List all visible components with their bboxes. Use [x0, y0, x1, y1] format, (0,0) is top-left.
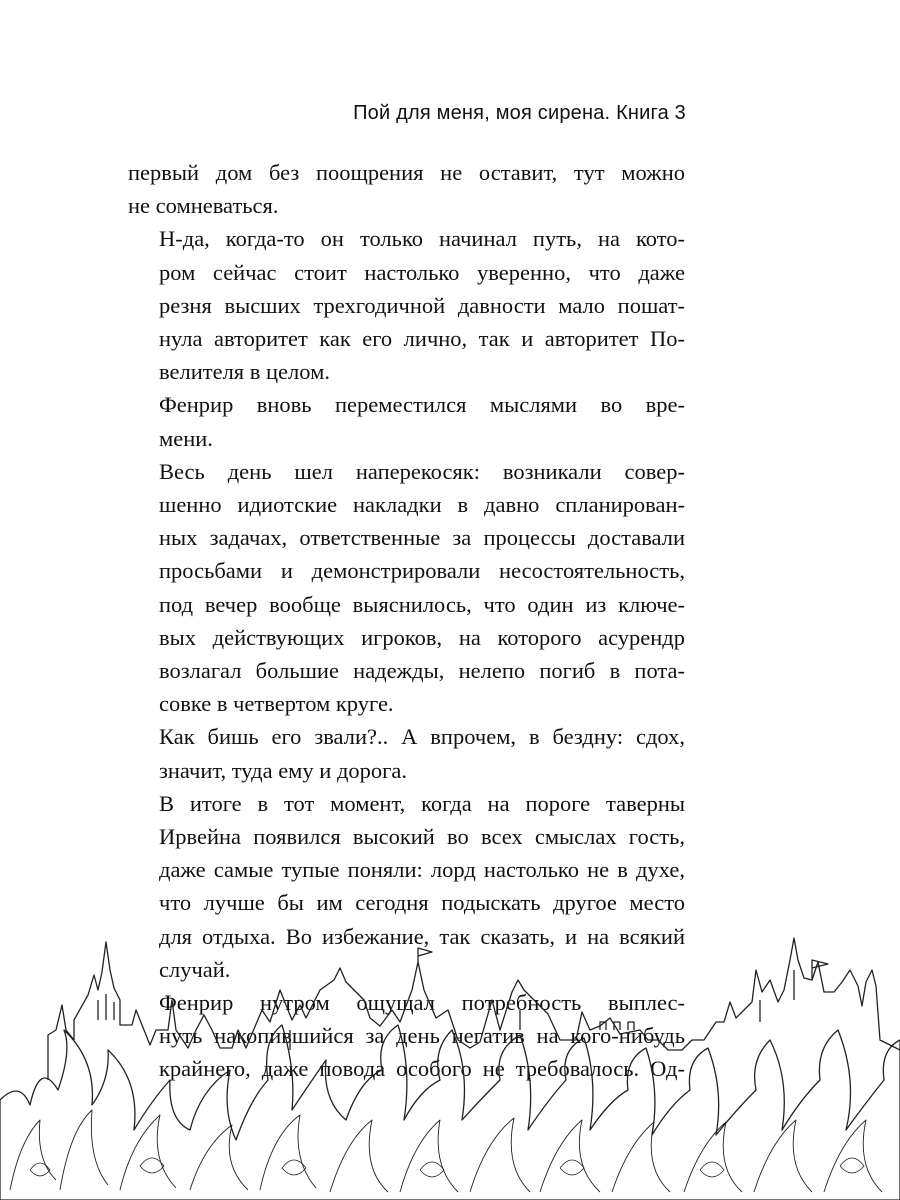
- paragraph: [128, 455, 685, 721]
- text-line: просьбами и демонстрировали несостоятельность,: [159, 558, 685, 584]
- text-line: первый дом без поощрения не оставит, тут можно: [128, 160, 685, 185]
- text-line: вых действующих игроков, на которого асурендр: [159, 624, 685, 650]
- text-line: мени.: [159, 425, 213, 451]
- text-line: Ирвейна появился высокий во всех смыслах гость,: [159, 824, 685, 850]
- paragraph: [128, 720, 685, 786]
- text-line: не сомневаться.: [128, 193, 279, 219]
- text-line: нула авторитет как его лично, так и авторитет По-: [159, 326, 685, 352]
- text-line: что лучше бы им сегодня подыскать другое место: [159, 890, 685, 916]
- paragraph: [128, 156, 685, 222]
- flames: [0, 1025, 900, 1200]
- text-line: даже самые тупые поняли: лорд настолько не в духе,: [159, 857, 685, 883]
- burning-city-illustration: [0, 930, 900, 1200]
- text-line: Фенрир нутром ощущал потребность выплес-: [159, 990, 685, 1016]
- text-line: Как бишь его звали?.. А впрочем, в бездну: сдох,: [159, 724, 685, 750]
- text-line: совке в четвертом круге.: [159, 691, 394, 717]
- text-line: Н-да, когда-то он только начинал путь, на кото-: [159, 226, 685, 252]
- running-head-title: Пой для меня, моя сирена. Книга 3: [353, 102, 686, 124]
- text-line: значит, туда ему и дорога.: [159, 757, 407, 783]
- text-line: ных задачах, ответственные за процессы доставали: [159, 525, 685, 551]
- text-line: В итоге в тот момент, когда на пороге таверны: [159, 790, 685, 816]
- text-line: Весь день шел наперекосяк: возникали совер-: [159, 458, 685, 484]
- paragraph: [128, 388, 685, 454]
- flag-left: [418, 948, 432, 962]
- flame-texture: [10, 1110, 882, 1192]
- text-line: Фенрир вновь переместился мыслями во вре-: [159, 392, 685, 418]
- text-line: для отдыха. Во избежание, так сказать, и на всякий: [159, 923, 685, 949]
- text-line: нуть накопившийся за день негатив на кого-нибудь: [159, 1023, 685, 1049]
- paragraph: [128, 222, 685, 388]
- text-line: под вечер вообще выяснилось, что один из ключе-: [159, 591, 685, 617]
- text-line: велителя в целом.: [159, 359, 330, 385]
- text-line: возлагал большие надежды, нелепо погиб в пота-: [159, 658, 685, 684]
- text-line: крайнего, даже повода особого не требовалось. Од-: [159, 1056, 685, 1082]
- flame-swirls: [30, 1158, 864, 1177]
- text-line: случай.: [159, 956, 231, 982]
- text-line: резня высших трехгодичной давности мало пошат-: [159, 292, 685, 318]
- city-skyline: [48, 938, 900, 1080]
- text-line: ром сейчас стоит настолько уверенно, что даже: [159, 259, 685, 285]
- text-line: шенно идиотские накладки в давно спланирован-: [159, 492, 685, 518]
